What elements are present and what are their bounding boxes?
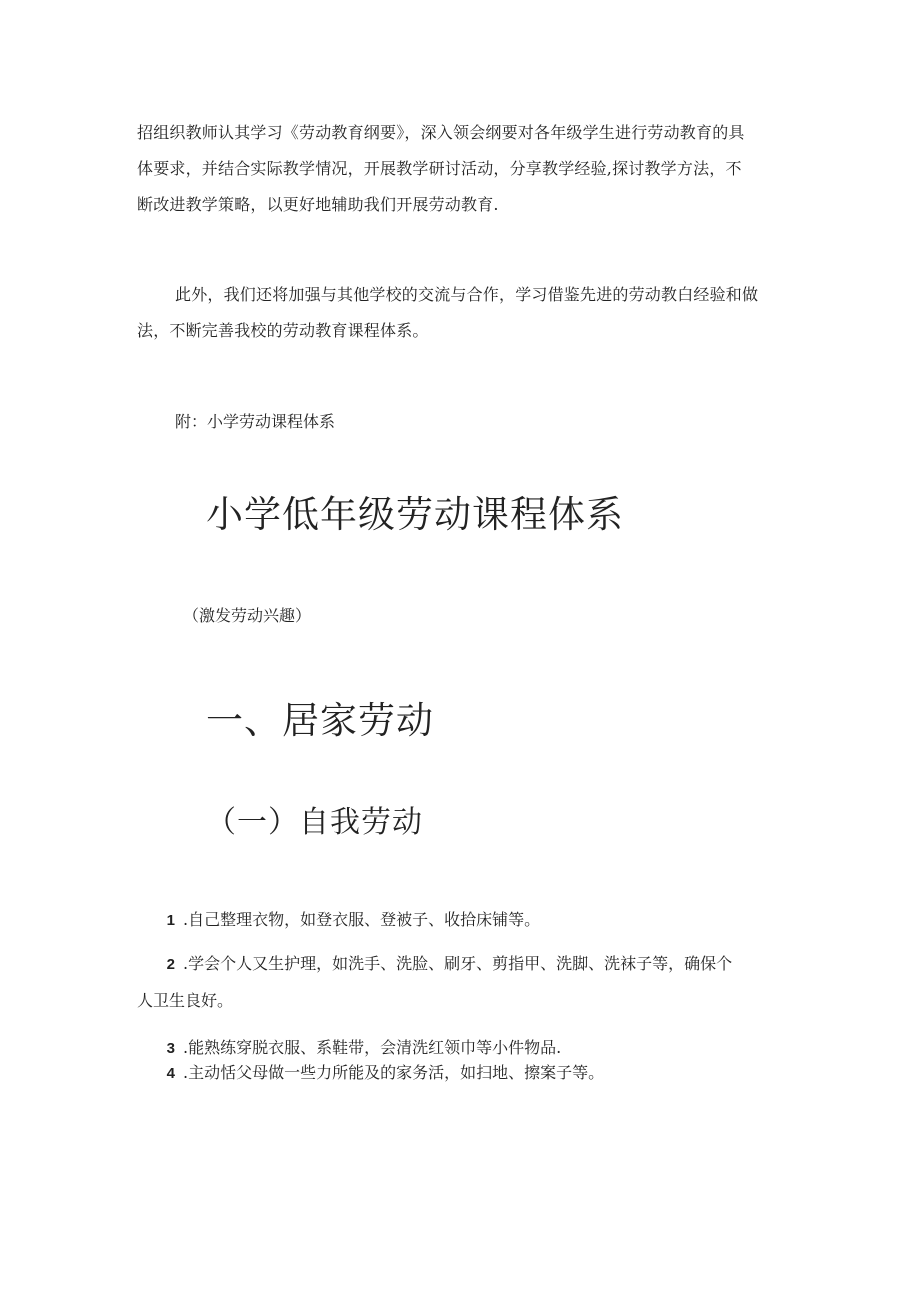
list-item-text: .主动恬父母做一些力所能及的家务活，如扫地、擦案子等。 — [183, 1063, 605, 1082]
list-item-text: .学会个人又生护理，如洗手、洗脸、刷牙、剪指甲、洗脚、洗袜子等，确保个 — [183, 954, 733, 973]
sub-heading: （一）自我劳动 — [206, 805, 423, 840]
list-item — [137, 1055, 787, 1092]
appendix-note: 附：小学劳动课程体系 — [175, 412, 336, 431]
intro-paragraph — [137, 115, 787, 223]
list-item-number: 4 — [166, 1065, 175, 1082]
list-item-text: .自己整理衣物，如登衣服、登被子、收拾床铺等。 — [183, 910, 541, 929]
paragraph-line: 断改进教学策略，以更好地辅助我们开展劳动教育. — [137, 195, 499, 214]
list-item-line — [137, 946, 787, 983]
paragraph-line: 招组织教师认其学习《劳动教育纲要》，深入领会纲要对各年级学生进行劳动教育的具 — [137, 123, 745, 142]
paragraph-line: 法，不断完善我校的劳动教育课程体系。 — [137, 321, 429, 340]
list-item-number: 1 — [166, 912, 175, 929]
list-item-number: 2 — [166, 956, 175, 973]
list-item-line — [137, 1055, 787, 1092]
paragraph-line: 体要求，并结合实际教学情况，开展教学研讨活动，分享教学经验,探讨教学方法，不 — [137, 159, 742, 178]
paragraph-line: 此外，我们还将加强与其他学校的交流与合作，学习借鉴先进的劳动教白经验和做 — [175, 285, 759, 304]
cooperation-paragraph — [137, 277, 787, 349]
document-subtitle: （激发劳动兴趣） — [183, 606, 312, 625]
document-title: 小学低年级劳动课程体系 — [206, 493, 624, 536]
list-item-line — [137, 902, 787, 939]
list-item-continuation: 人卫生良好。 — [137, 991, 234, 1010]
list-item-text: .能熟练穿脱衣服、系鞋带，会清洗红领巾等小件物品. — [183, 1038, 562, 1057]
list-item — [137, 902, 787, 939]
list-item — [137, 946, 787, 1019]
list-item-number: 3 — [166, 1040, 175, 1057]
section-heading: 一、居家劳动 — [206, 699, 434, 742]
